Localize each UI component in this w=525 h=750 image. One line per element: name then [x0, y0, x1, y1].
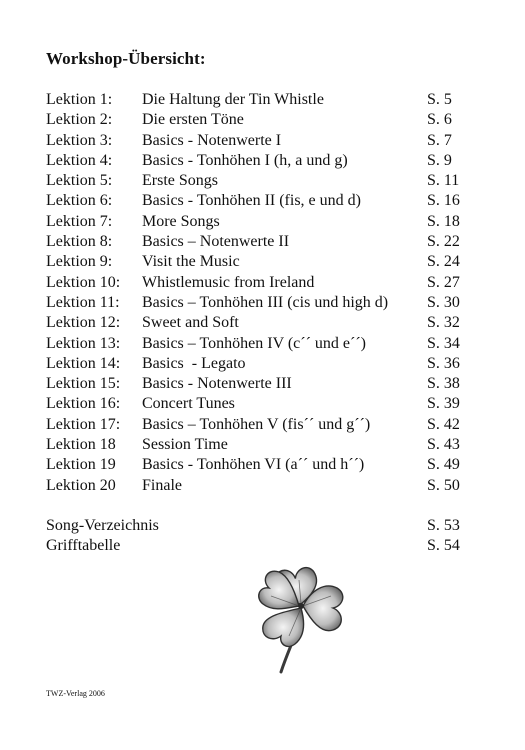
lesson-page: S. 34 [427, 334, 460, 352]
appendix-row [46, 516, 486, 536]
lesson-row [46, 354, 486, 374]
lesson-title: Sweet and Soft [142, 314, 239, 332]
lesson-page: S. 30 [427, 293, 460, 311]
lesson-title: More Songs [142, 212, 220, 230]
lesson-title: Basics – Notenwerte II [142, 233, 290, 251]
lesson-row [46, 212, 486, 232]
lesson-title: Session Time [142, 436, 228, 454]
lesson-number: Lektion 11: [46, 293, 120, 311]
lesson-number: Lektion 6: [46, 192, 113, 210]
lesson-number: Lektion 20 [46, 476, 116, 494]
lesson-title: Basics - Notenwerte III [142, 375, 292, 393]
lesson-row [46, 151, 486, 171]
lesson-row [46, 455, 486, 475]
lesson-page: S. 5 [427, 91, 452, 108]
page-title: Workshop-Übersicht: [46, 49, 206, 68]
lesson-row [46, 394, 486, 414]
lesson-page: S. 6 [427, 111, 452, 129]
lesson-row [46, 334, 486, 354]
lesson-title: Basics - Tonhöhen I (h, a und g) [142, 151, 348, 169]
lesson-title: Basics – Tonhöhen V (fis´´ und g´´) [142, 415, 371, 433]
four-leaf-clover-illustration [253, 556, 349, 676]
lesson-row [46, 435, 486, 455]
lesson-page: S. 11 [427, 172, 460, 190]
lesson-number: Lektion 3: [46, 131, 113, 149]
lesson-row [46, 476, 486, 496]
lesson-row [46, 252, 486, 272]
lesson-page: S. 27 [427, 273, 460, 291]
lesson-title: Basics - Legato [142, 354, 246, 372]
lesson-number: Lektion 10: [46, 273, 121, 291]
lesson-number: Lektion 13: [46, 334, 121, 352]
appendix-page: S. 53 [427, 517, 460, 534]
lesson-number: Lektion 17: [46, 415, 121, 433]
lesson-page: S. 38 [427, 375, 460, 393]
lesson-title: Finale [142, 476, 182, 494]
lesson-number: Lektion 19 [46, 456, 116, 474]
lesson-number: Lektion 4: [46, 151, 113, 169]
lesson-number: Lektion 7: [46, 212, 113, 230]
lesson-row [46, 232, 486, 252]
lesson-row [46, 90, 486, 110]
lesson-page: S. 24 [427, 253, 460, 271]
appendix-title: Grifftabelle [46, 537, 121, 555]
lesson-page: S. 9 [427, 151, 452, 169]
lesson-list [46, 90, 486, 496]
lesson-number: Lektion 12: [46, 314, 121, 332]
lesson-row [46, 171, 486, 191]
publisher-footer: TWZ-Verlag 2006 [46, 689, 105, 698]
lesson-row [46, 293, 486, 313]
lesson-page: S. 18 [427, 212, 460, 230]
lesson-page: S. 32 [427, 314, 460, 332]
lesson-title: Basics – Tonhöhen III (cis und high d) [142, 293, 389, 311]
lesson-number: Lektion 8: [46, 233, 113, 251]
appendix-list [46, 516, 486, 557]
lesson-page: S. 50 [427, 476, 460, 494]
lesson-row [46, 374, 486, 394]
lesson-title: Erste Songs [142, 172, 218, 190]
lesson-page: S. 43 [427, 436, 460, 454]
lesson-page: S. 49 [427, 456, 460, 474]
lesson-row [46, 110, 486, 130]
lesson-number: Lektion 14: [46, 354, 121, 372]
lesson-title: Whistlemusic from Ireland [142, 273, 315, 291]
lesson-row [46, 313, 486, 333]
lesson-title: Basics - Notenwerte I [142, 131, 282, 149]
lesson-number: Lektion 2: [46, 111, 113, 129]
lesson-row [46, 273, 486, 293]
lesson-page: S. 42 [427, 415, 460, 433]
appendix-page: S. 54 [427, 537, 460, 555]
lesson-number: Lektion 5: [46, 172, 113, 190]
lesson-page: S. 36 [427, 354, 460, 372]
lesson-number: Lektion 15: [46, 375, 121, 393]
lesson-title: Basics - Tonhöhen VI (a´´ und h´´) [142, 456, 365, 474]
lesson-title: Concert Tunes [142, 395, 235, 413]
lesson-page: S. 7 [427, 131, 452, 149]
lesson-page: S. 16 [427, 192, 460, 210]
lesson-title: Basics - Tonhöhen II (fis, e und d) [142, 192, 361, 210]
lesson-row [46, 191, 486, 211]
lesson-number: Lektion 9: [46, 253, 113, 271]
lesson-title: Die Haltung der Tin Whistle [142, 91, 324, 108]
lesson-row [46, 131, 486, 151]
lesson-number: Lektion 1: [46, 91, 113, 108]
lesson-page: S. 22 [427, 233, 460, 251]
appendix-title: Song-Verzeichnis [46, 517, 159, 534]
lesson-page: S. 39 [427, 395, 460, 413]
lesson-title: Basics – Tonhöhen IV (c´´ und e´´) [142, 334, 367, 352]
appendix-row [46, 536, 486, 556]
lesson-title: Die ersten Töne [142, 111, 244, 129]
lesson-number: Lektion 18 [46, 436, 116, 454]
lesson-title: Visit the Music [142, 253, 240, 271]
lesson-number: Lektion 16: [46, 395, 121, 413]
lesson-row [46, 415, 486, 435]
